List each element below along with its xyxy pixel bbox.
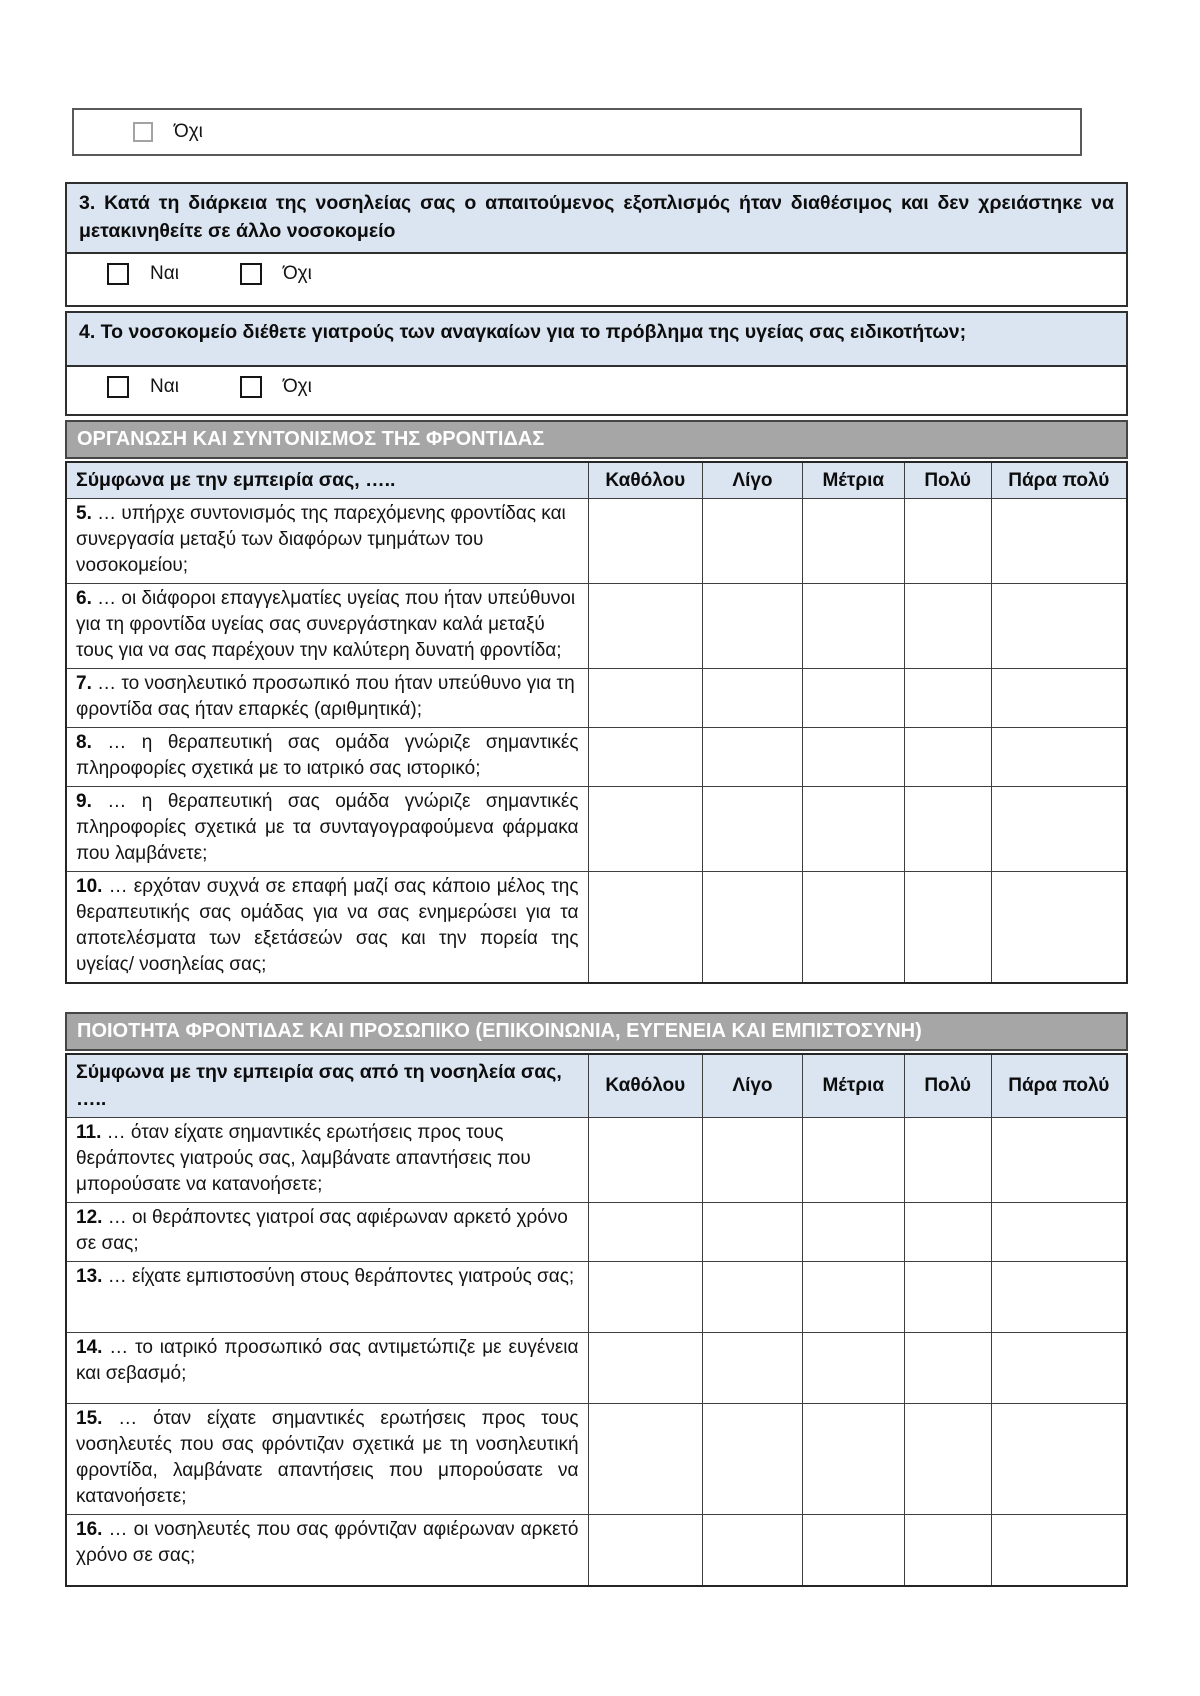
question-cell: 6. … οι διάφοροι επαγγελματίες υγείας που ήταν υπεύθυνοι για τη φροντίδα υγείας σας συνεργάστηκαν καλά μεταξύ τους για να σας παρέχουν την καλύτερη δυνατή φροντίδα; <box>66 584 588 669</box>
question-3-options <box>67 254 1126 305</box>
rating-cell-5[interactable] <box>991 1262 1127 1333</box>
rating-cell-2[interactable] <box>703 499 803 584</box>
question-cell: 15. … όταν είχατε σημαντικές ερωτήσεις προς τους νοσηλευτές που σας φρόντιζαν σχετικά με τη νοσηλευτική φροντίδα, λαμβάνατε απαντήσεις που μπορούσατε να κατανοήσετε; <box>66 1404 588 1515</box>
table-header-row <box>66 1054 1127 1118</box>
scale-label-very-much: Πάρα πολύ <box>991 462 1127 499</box>
rating-cell-4[interactable] <box>904 728 991 787</box>
checkbox-label: Όχι <box>282 376 312 397</box>
scale-label-little: Λίγο <box>703 462 803 499</box>
rating-cell-4[interactable] <box>904 499 991 584</box>
checkbox-icon[interactable] <box>133 122 153 142</box>
rating-cell-2[interactable] <box>703 1333 803 1404</box>
table-row <box>66 787 1127 872</box>
question-cell: 7. … το νοσηλευτικό προσωπικό που ήταν υπεύθυνο για τη φροντίδα σας ήταν επαρκές (αριθμητικά); <box>66 669 588 728</box>
scale-label-not-at-all: Καθόλου <box>588 462 703 499</box>
rating-cell-1[interactable] <box>588 499 703 584</box>
rating-cell-5[interactable] <box>991 728 1127 787</box>
rating-cell-1[interactable] <box>588 787 703 872</box>
rating-cell-3[interactable] <box>802 1118 904 1203</box>
rating-cell-2[interactable] <box>703 787 803 872</box>
question-cell: 16. … οι νοσηλευτές που σας φρόντιζαν αφιέρωναν αρκετό χρόνο σε σας; <box>66 1515 588 1587</box>
rating-cell-4[interactable] <box>904 584 991 669</box>
question-cell: 11. … όταν είχατε σημαντικές ερωτήσεις προς τους θεράποντες γιατρούς σας, λαμβάνατε απαντήσεις που μπορούσατε να κατανοήσετε; <box>66 1118 588 1203</box>
rating-cell-2[interactable] <box>703 1404 803 1515</box>
checkbox-icon[interactable] <box>107 263 129 285</box>
table-row <box>66 1515 1127 1587</box>
checkbox-label: Ναι <box>150 376 179 397</box>
question-3-box <box>65 182 1128 307</box>
top-option-no[interactable] <box>133 121 203 143</box>
table-row <box>66 584 1127 669</box>
rating-cell-5[interactable] <box>991 584 1127 669</box>
question-4-box <box>65 311 1128 416</box>
table-row <box>66 1118 1127 1203</box>
rating-cell-4[interactable] <box>904 1203 991 1262</box>
question-cell: 13. … είχατε εμπιστοσύνη στους θεράποντες γιατρούς σας; <box>66 1262 588 1333</box>
question-4-text: 4. Το νοσοκομείο διέθετε γιατρούς των αναγκαίων για το πρόβλημα της υγείας σας ειδικοτήτων; <box>67 313 1126 367</box>
section-header-organisation: ΟΡΓΑΝΩΣΗ ΚΑΙ ΣΥΝΤΟΝΙΣΜΟΣ ΤΗΣ ΦΡΟΝΤΙΔΑΣ <box>65 420 1128 459</box>
rating-cell-1[interactable] <box>588 669 703 728</box>
table-row <box>66 669 1127 728</box>
quality-rating-table <box>65 1053 1128 1587</box>
table-row <box>66 872 1127 984</box>
rating-cell-5[interactable] <box>991 1515 1127 1587</box>
rating-cell-2[interactable] <box>703 728 803 787</box>
top-answer-box <box>72 108 1082 156</box>
rating-cell-3[interactable] <box>802 1333 904 1404</box>
table-row <box>66 1262 1127 1333</box>
scale-label-little: Λίγο <box>703 1054 803 1118</box>
scale-label-moderate: Μέτρια <box>802 1054 904 1118</box>
question-3-option-no[interactable] <box>240 263 312 285</box>
rating-cell-3[interactable] <box>802 1203 904 1262</box>
section-gap <box>65 984 1128 1012</box>
rating-cell-5[interactable] <box>991 872 1127 984</box>
question-cell: 9. … η θεραπευτική σας ομάδα γνώριζε σημαντικές πληροφορίες σχετικά με τα συνταγογραφούμενα φάρμακα που λαμβάνετε; <box>66 787 588 872</box>
checkbox-label: Όχι <box>282 263 312 284</box>
checkbox-label: Όχι <box>174 121 203 142</box>
scale-label-very-much: Πάρα πολύ <box>991 1054 1127 1118</box>
rating-cell-1[interactable] <box>588 1262 703 1333</box>
table-row <box>66 1203 1127 1262</box>
table-header-row <box>66 462 1127 499</box>
rating-cell-5[interactable] <box>991 1118 1127 1203</box>
question-3-text: 3. Κατά τη διάρκεια της νοσηλείας σας ο απαιτούμενος εξοπλισμός ήταν διαθέσιμος και δεν χρειάστηκε να μετακινηθείτε σε άλλο νοσοκομείο <box>67 184 1126 254</box>
questionnaire-page <box>65 108 1128 1587</box>
rating-cell-5[interactable] <box>991 669 1127 728</box>
rating-cell-1[interactable] <box>588 584 703 669</box>
rating-cell-2[interactable] <box>703 1515 803 1587</box>
rating-cell-5[interactable] <box>991 1404 1127 1515</box>
table-row <box>66 499 1127 584</box>
rating-cell-1[interactable] <box>588 1515 703 1587</box>
coordination-rating-table <box>65 461 1128 984</box>
rating-cell-4[interactable] <box>904 1118 991 1203</box>
rating-cell-1[interactable] <box>588 1203 703 1262</box>
rating-cell-1[interactable] <box>588 728 703 787</box>
question-cell: 10. … ερχόταν συχνά σε επαφή μαζί σας κάποιο μέλος της θεραπευτικής σας ομάδας για να σας ενημερώσει για τα αποτελέσματα των εξετάσεών σας και την πορεία της υγείας/ νοσηλείας σας; <box>66 872 588 984</box>
question-4-options <box>67 367 1126 414</box>
rating-cell-4[interactable] <box>904 669 991 728</box>
rating-cell-3[interactable] <box>802 872 904 984</box>
table-row <box>66 728 1127 787</box>
rating-cell-3[interactable] <box>802 1515 904 1587</box>
checkbox-icon[interactable] <box>240 376 262 398</box>
rating-cell-1[interactable] <box>588 1118 703 1203</box>
experience-prompt: Σύμφωνα με την εμπειρία σας από τη νοσηλεία σας, ….. <box>66 1054 588 1118</box>
question-4-option-yes[interactable] <box>107 376 179 398</box>
rating-cell-1[interactable] <box>588 872 703 984</box>
rating-cell-3[interactable] <box>802 584 904 669</box>
table-row <box>66 1404 1127 1515</box>
checkbox-icon[interactable] <box>240 263 262 285</box>
scale-label-much: Πολύ <box>904 1054 991 1118</box>
experience-prompt: Σύμφωνα με την εμπειρία σας, ….. <box>66 462 588 499</box>
rating-cell-2[interactable] <box>703 1118 803 1203</box>
scale-label-moderate: Μέτρια <box>802 462 904 499</box>
question-cell: 8. … η θεραπευτική σας ομάδα γνώριζε σημαντικές πληροφορίες σχετικά με το ιατρικό σας ιστορικό; <box>66 728 588 787</box>
rating-cell-3[interactable] <box>802 499 904 584</box>
rating-cell-4[interactable] <box>904 787 991 872</box>
rating-cell-3[interactable] <box>802 728 904 787</box>
rating-cell-1[interactable] <box>588 1404 703 1515</box>
rating-cell-2[interactable] <box>703 1203 803 1262</box>
rating-cell-5[interactable] <box>991 1333 1127 1404</box>
checkbox-icon[interactable] <box>107 376 129 398</box>
rating-cell-2[interactable] <box>703 1262 803 1333</box>
table-row <box>66 1333 1127 1404</box>
rating-cell-2[interactable] <box>703 872 803 984</box>
rating-cell-3[interactable] <box>802 787 904 872</box>
question-3-option-yes[interactable] <box>107 263 179 285</box>
rating-cell-3[interactable] <box>802 669 904 728</box>
rating-cell-4[interactable] <box>904 1515 991 1587</box>
rating-cell-4[interactable] <box>904 1333 991 1404</box>
rating-cell-5[interactable] <box>991 1203 1127 1262</box>
question-cell: 5. … υπήρχε συντονισμός της παρεχόμενης φροντίδας και συνεργασία μεταξύ των διαφόρων τμημάτων του νοσοκομείου; <box>66 499 588 584</box>
question-4-option-no[interactable] <box>240 376 312 398</box>
rating-cell-3[interactable] <box>802 1262 904 1333</box>
rating-cell-2[interactable] <box>703 584 803 669</box>
rating-cell-1[interactable] <box>588 1333 703 1404</box>
rating-cell-4[interactable] <box>904 1404 991 1515</box>
checkbox-label: Ναι <box>150 263 179 284</box>
rating-cell-4[interactable] <box>904 1262 991 1333</box>
rating-cell-3[interactable] <box>802 1404 904 1515</box>
question-cell: 12. … οι θεράποντες γιατροί σας αφιέρωναν αρκετό χρόνο σε σας; <box>66 1203 588 1262</box>
section-header-quality: ΠΟΙΟΤΗΤΑ ΦΡΟΝΤΙΔΑΣ ΚΑΙ ΠΡΟΣΩΠΙΚΟ (ΕΠΙΚΟΙΝΩΝΙΑ, ΕΥΓΕΝΕΙΑ ΚΑΙ ΕΜΠΙΣΤΟΣΥΝΗ) <box>65 1012 1128 1051</box>
rating-cell-5[interactable] <box>991 787 1127 872</box>
rating-cell-4[interactable] <box>904 872 991 984</box>
scale-label-not-at-all: Καθόλου <box>588 1054 703 1118</box>
question-cell: 14. … το ιατρικό προσωπικό σας αντιμετώπιζε με ευγένεια και σεβασμό; <box>66 1333 588 1404</box>
rating-cell-5[interactable] <box>991 499 1127 584</box>
rating-cell-2[interactable] <box>703 669 803 728</box>
scale-label-much: Πολύ <box>904 462 991 499</box>
